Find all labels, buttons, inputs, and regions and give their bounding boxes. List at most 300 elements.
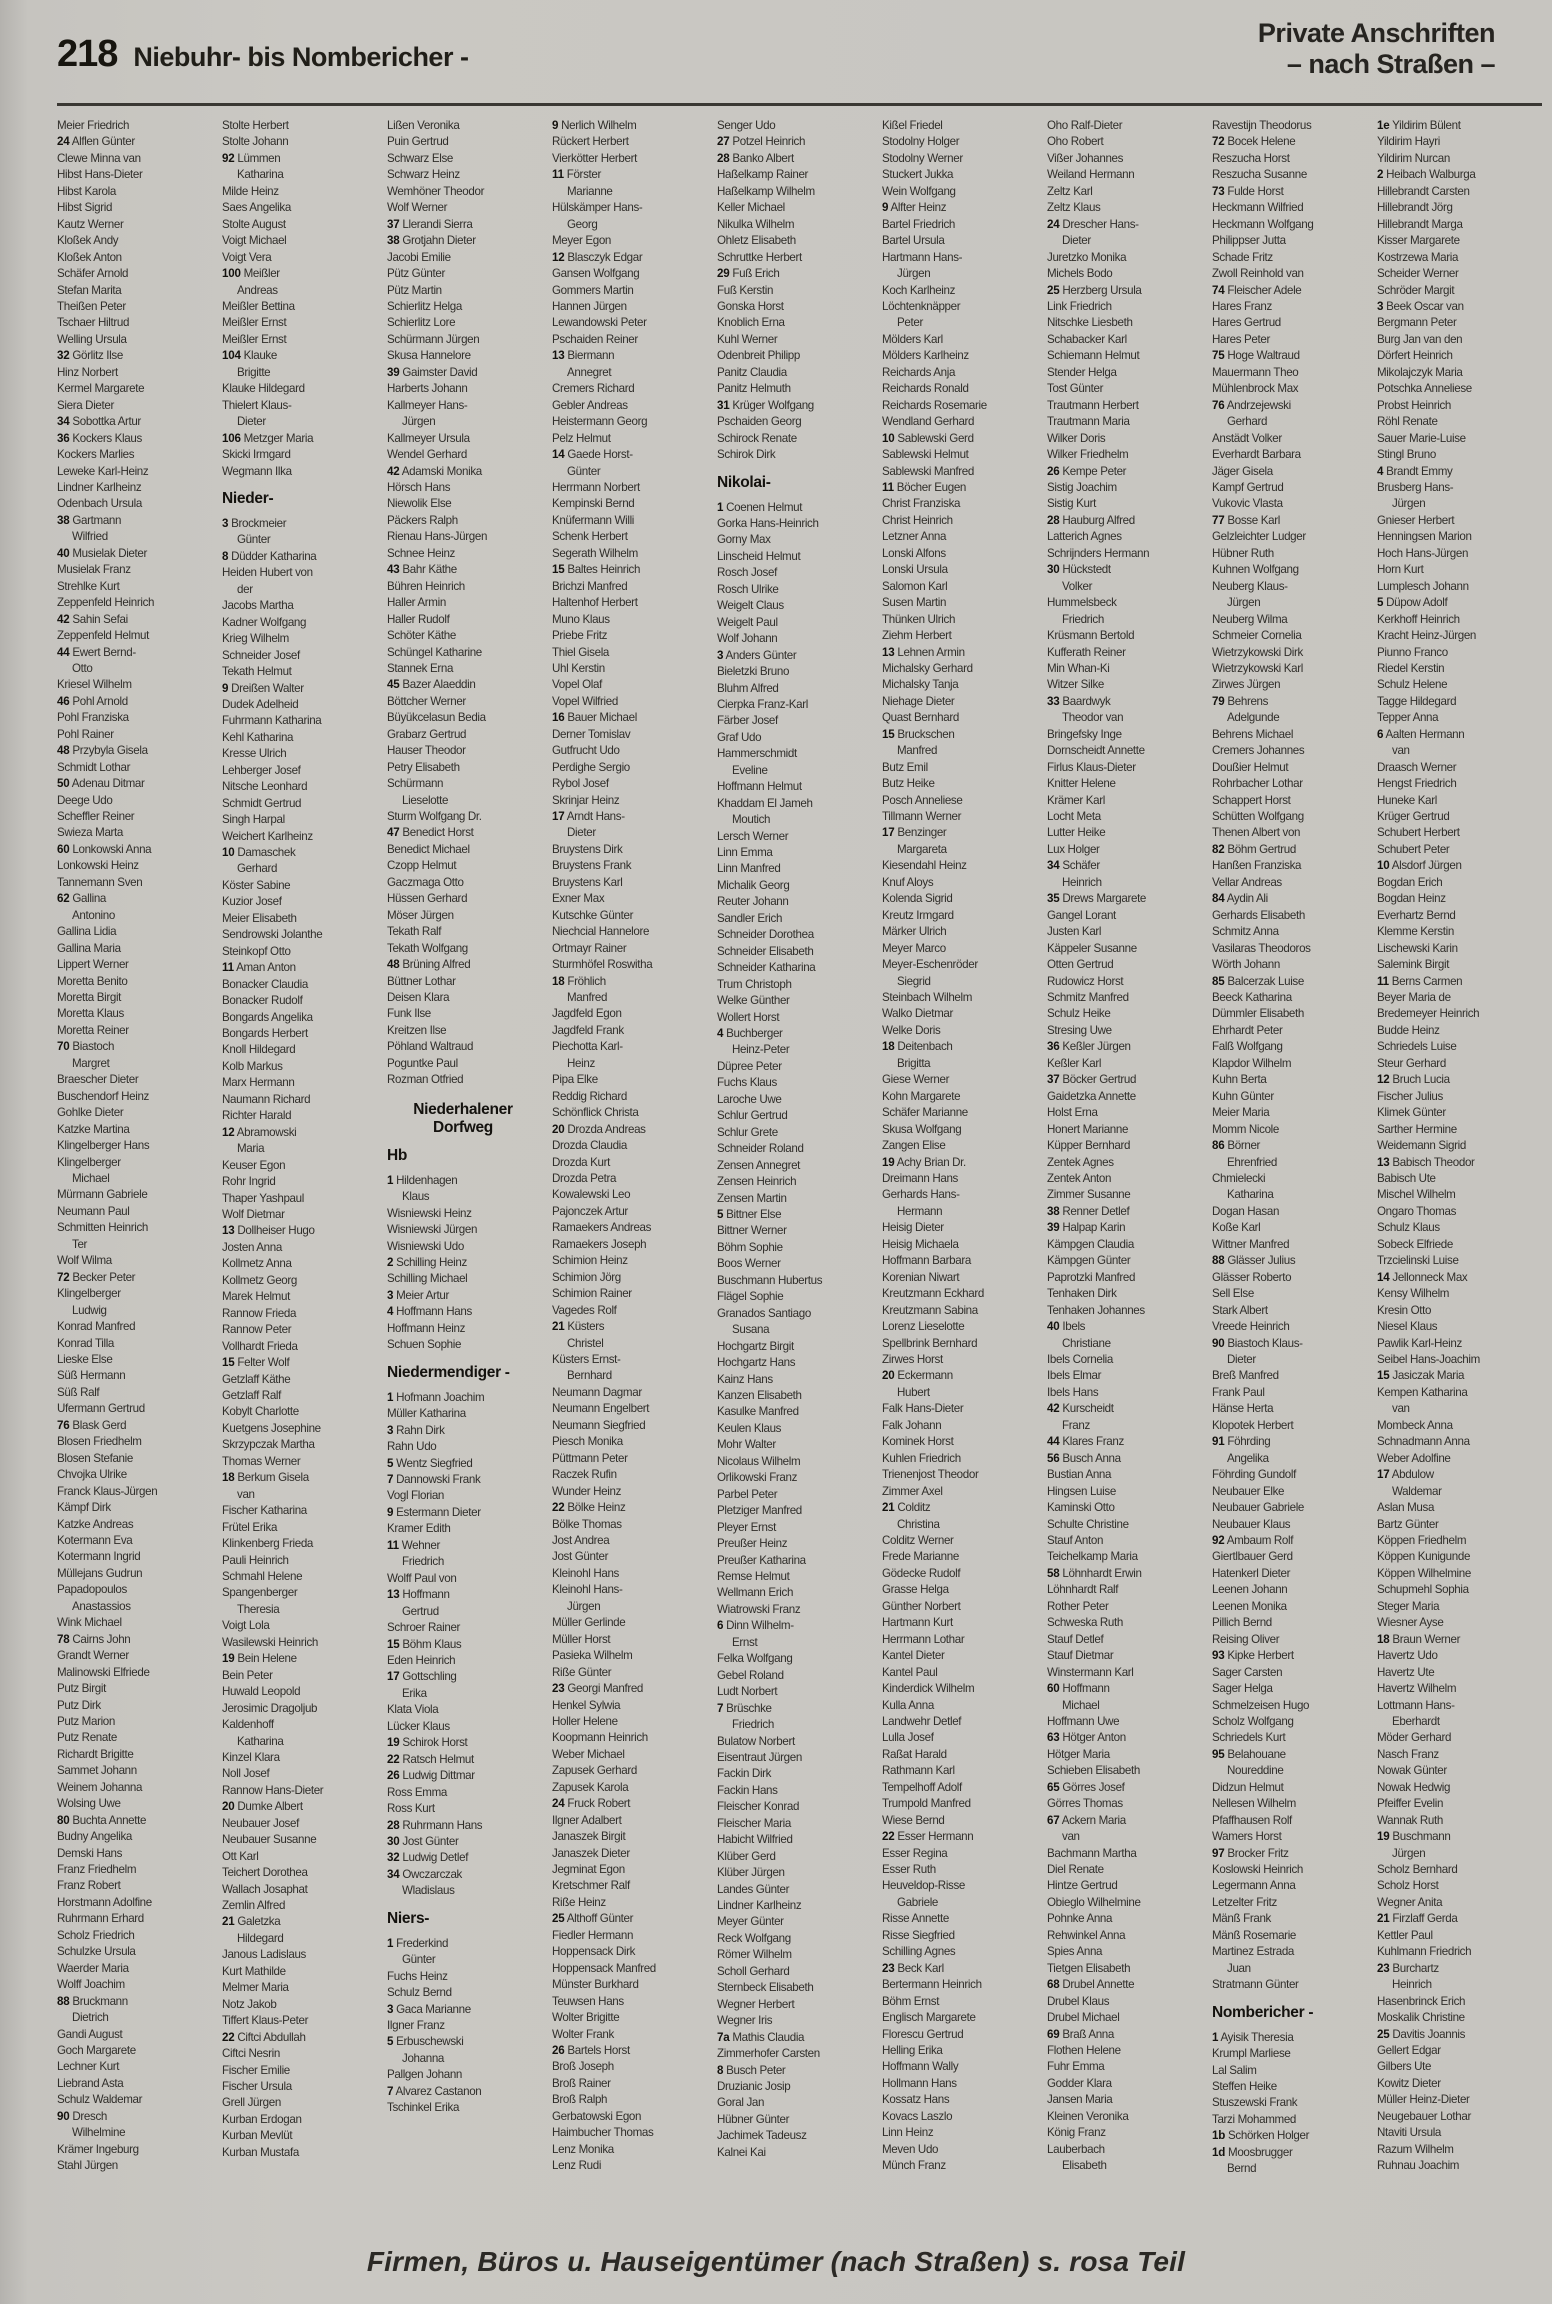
directory-entry-continuation: Gertrud — [402, 1604, 439, 1618]
directory-entry: Grasse Helga — [882, 1583, 949, 1597]
directory-entry: Frank Paul — [1212, 1385, 1265, 1399]
directory-entry-continuation: Heinz-Peter — [732, 1043, 790, 1057]
house-number: 7 — [387, 2084, 394, 2098]
directory-entry: Franz Friedhelm — [57, 1863, 137, 1877]
house-number: 72 — [1212, 135, 1225, 149]
house-number: 44 — [1047, 1435, 1060, 1449]
directory-entry: Müller Gerlinde — [552, 1616, 626, 1630]
directory-entry: Piesch Monika — [552, 1435, 623, 1449]
house-number: 17 — [882, 826, 895, 840]
directory-entry: Ibels Elmar — [1047, 1369, 1102, 1383]
directory-entry: Rother Peter — [1047, 1599, 1109, 1613]
directory-entry: Lonski Ursula — [882, 563, 948, 577]
directory-entry: Haßelkamp Wilhelm — [717, 184, 815, 198]
directory-entry-continuation: Günter — [237, 533, 271, 547]
directory-entry: Stolte Herbert — [222, 119, 289, 132]
directory-entry: 7a Mathis Claudia — [717, 2030, 805, 2044]
directory-entry: Rannow Hans-Dieter — [222, 1783, 324, 1797]
header-right — [1258, 18, 1495, 80]
directory-entry: Ongaro Thomas — [1377, 1204, 1457, 1218]
directory-entry: 4 Buchberger — [717, 1027, 783, 1041]
directory-entry: Fischer Katharina — [222, 1504, 307, 1518]
directory-entry-continuation: Katharina — [1227, 1188, 1274, 1202]
directory-entry: 5 Wentz Siegfried — [387, 1456, 473, 1470]
directory-entry: Meier Friedrich — [57, 119, 130, 132]
directory-entry: 60 Hoffmann — [1047, 1682, 1110, 1696]
house-number: 88 — [1212, 1254, 1225, 1268]
directory-entry: Wunder Heinz — [552, 1484, 622, 1498]
street-section-header: Hb — [387, 1146, 408, 1164]
directory-entry: Schnee Heinz — [387, 546, 455, 560]
directory-entry: Sammet Johann — [57, 1764, 137, 1778]
directory-entry: Fackin Hans — [717, 1783, 778, 1797]
directory-entry: Thielert Klaus- — [222, 398, 292, 412]
directory-entry: Schriedels Luise — [1377, 1040, 1457, 1054]
directory-entry: Kurban Mevlüt — [222, 2129, 293, 2143]
directory-entry: Orlikowski Franz — [717, 1471, 798, 1485]
directory-entry: Zirwes Horst — [882, 1352, 943, 1366]
directory-entry: Leweke Karl-Heinz — [57, 464, 149, 478]
directory-entry-continuation: Elisabeth — [1062, 2159, 1107, 2173]
directory-entry: 82 Böhm Gertrud — [1212, 842, 1296, 856]
house-number: 19 — [222, 1652, 235, 1666]
directory-entry: Kalnei Kai — [717, 2145, 766, 2159]
directory-entry: 78 Cairns John — [57, 1632, 131, 1646]
house-number: 33 — [1047, 694, 1060, 708]
directory-entry: 18 Berkum Gisela — [222, 1471, 309, 1485]
directory-entry: Klüber Gerd — [717, 1849, 776, 1863]
house-number: 21 — [1377, 1912, 1390, 1926]
directory-entry: Wegmann Ilka — [222, 464, 292, 478]
directory-entry: Gorny Max — [717, 533, 771, 547]
directory-entry: Lutter Heike — [1047, 826, 1106, 840]
directory-entry-continuation: Wilhelmine — [72, 2126, 126, 2140]
directory-entry: 30 Hückstedt — [1047, 563, 1111, 577]
house-number: 4 — [717, 1027, 724, 1041]
directory-entry: Lux Holger — [1047, 842, 1100, 856]
directory-entry-continuation: Günter — [567, 464, 601, 478]
house-number: 22 — [387, 1752, 400, 1766]
directory-entry-continuation: Eberhardt — [1392, 1714, 1440, 1728]
directory-entry: Löhnhardt Ralf — [1047, 1583, 1119, 1597]
house-number: 90 — [1212, 1336, 1225, 1350]
directory-entry: Kallmeyer Ursula — [387, 431, 470, 445]
directory-entry: Putz Renate — [57, 1731, 117, 1745]
directory-entry: Niesel Klaus — [1377, 1320, 1438, 1334]
directory-entry: 15 Jasiczak Maria — [1377, 1369, 1465, 1383]
directory-entry-continuation: Margareta — [897, 842, 947, 856]
directory-entry: Drozda Claudia — [552, 1139, 628, 1153]
directory-entry: Vellar Andreas — [1212, 875, 1282, 889]
directory-entry: Stuszewski Frank — [1212, 2096, 1298, 2110]
directory-entry: Clewe Minna van — [57, 151, 141, 165]
directory-entry: Link Friedrich — [1047, 299, 1112, 313]
directory-entry: Yildirim Hayri — [1377, 135, 1440, 149]
directory-entry: 17 Gottschling — [387, 1670, 457, 1684]
directory-entry: 48 Przybyla Gisela — [57, 744, 148, 758]
directory-entry: Weichert Karlheinz — [222, 829, 313, 843]
directory-entry: 39 Halpap Karin — [1047, 1221, 1126, 1235]
directory-entry: Bittner Werner — [717, 1224, 787, 1238]
directory-entry: Thomas Werner — [222, 1454, 301, 1468]
directory-entry: 23 Georgi Manfred — [552, 1682, 644, 1696]
directory-entry: Ibels Hans — [1047, 1385, 1099, 1399]
directory-entry: 29 Fuß Erich — [717, 267, 780, 281]
directory-entry: 13 Hoffmann — [387, 1588, 450, 1602]
directory-entry: Knuf Aloys — [882, 875, 934, 889]
directory-entry-continuation: Theresia — [237, 1602, 280, 1616]
directory-entry: Falk Hans-Dieter — [882, 1402, 964, 1416]
house-number: 11 — [387, 1538, 399, 1552]
directory-entry: Spangenberger — [222, 1586, 298, 1600]
directory-entry: Scholz Bernhard — [1377, 1863, 1458, 1877]
directory-entry: Tillmann Werner — [882, 810, 962, 824]
directory-entry: Kensy Wilhelm — [1377, 1287, 1450, 1301]
directory-entry: Fischer Julius — [1377, 1089, 1443, 1103]
directory-entry: Kracht Heinz-Jürgen — [1377, 629, 1477, 643]
directory-entry: Müller Horst — [552, 1632, 611, 1646]
directory-entry: Voigt Michael — [222, 234, 287, 248]
house-number: 22 — [552, 1501, 565, 1515]
house-number: 28 — [717, 151, 730, 165]
directory-entry: Scheffler Reiner — [57, 810, 135, 824]
directory-entry: Schmitten Heinrich — [57, 1221, 148, 1235]
directory-entry: Segerath Wilhelm — [552, 546, 638, 560]
directory-entry: Salomon Karl — [882, 579, 948, 593]
directory-entry-continuation: Klaus — [402, 1190, 430, 1204]
directory-entry: Tiffert Klaus-Peter — [222, 2014, 309, 2028]
directory-entry: 9 Dreißen Walter — [222, 681, 304, 695]
directory-entry: Paprotzki Manfred — [1047, 1270, 1136, 1284]
directory-entry: Singh Harpal — [222, 813, 285, 827]
directory-entry: Schlur Grete — [717, 1125, 778, 1139]
directory-entry: Mürmann Gabriele — [57, 1188, 148, 1202]
directory-entry: Zimmerhofer Carsten — [717, 2047, 820, 2061]
directory-entry: Süß Hermann — [57, 1369, 126, 1383]
directory-entry: Brichzi Manfred — [552, 579, 628, 593]
directory-entry: Wörth Johann — [1212, 958, 1280, 972]
directory-entry: Wellmann Erich — [717, 1586, 794, 1600]
directory-entry: Beyer Maria de — [1377, 991, 1451, 1005]
directory-entry: Reszucha Susanne — [1212, 168, 1307, 182]
directory-entry: Fuß Kerstin — [717, 283, 774, 297]
directory-entry: Kutschke Günter — [552, 908, 634, 922]
directory-entry: Klinkenberg Frieda — [222, 1537, 314, 1551]
house-number: 76 — [1212, 398, 1225, 412]
directory-entry: Letzelter Fritz — [1212, 1895, 1277, 1909]
directory-entry: Wilker Friedhelm — [1047, 448, 1129, 462]
directory-entry: Schürmann Jürgen — [387, 332, 480, 346]
directory-entry: Kollmetz Anna — [222, 1257, 292, 1271]
directory-entry-continuation: Maria — [237, 1142, 265, 1156]
directory-entry: Dreimann Hans — [882, 1172, 958, 1185]
house-number: 4 — [1377, 464, 1384, 478]
directory-entry: Schäfer Marianne — [882, 1106, 968, 1120]
directory-entry: Kulla Anna — [882, 1698, 934, 1712]
directory-entry: 70 Biastoch — [57, 1040, 115, 1054]
directory-entry: Küpper Bernhard — [1047, 1139, 1131, 1153]
house-number: 5 — [387, 2035, 394, 2049]
directory-entry: Lenz Rudi — [552, 2159, 602, 2173]
directory-entry: Bartel Ursula — [882, 234, 945, 248]
directory-entry-continuation: der — [237, 582, 253, 596]
directory-entry: 7 Brüschke — [717, 1701, 772, 1715]
directory-entry: Chmielecki — [1212, 1172, 1266, 1185]
directory-entry-continuation: Heinz — [567, 1056, 595, 1070]
directory-entry: Marek Helmut — [222, 1290, 290, 1304]
directory-entry: Sternbeck Elisabeth — [717, 1981, 814, 1995]
directory-entry: 1d Moosbrugger — [1212, 2145, 1293, 2159]
directory-entry: Steffen Heike — [1212, 2080, 1277, 2094]
directory-entry: Schubert Herbert — [1377, 826, 1460, 840]
directory-entry: Godder Klara — [1047, 2076, 1112, 2090]
street-section-header: Nombericher - — [1212, 2003, 1314, 2021]
directory-entry: Florescu Gertrud — [882, 2027, 964, 2041]
directory-entry: Letzner Anna — [882, 530, 947, 544]
directory-entry: 44 Ewert Bernd- — [57, 645, 136, 659]
directory-entry: Hauser Theodor — [387, 744, 466, 758]
directory-entry: Trum Christoph — [717, 977, 792, 991]
directory-entry: Müllejans Gudrun — [57, 1566, 143, 1580]
directory-entry: Kowalewski Leo — [552, 1188, 631, 1202]
directory-entry: Kreitzen Ilse — [387, 1023, 447, 1037]
page-number: 218 — [57, 33, 118, 75]
street-section-header: Nikolai- — [717, 473, 771, 491]
directory-entry: Schupmehl Sophia — [1377, 1583, 1469, 1597]
directory-entry: Vopel Wilfried — [552, 694, 618, 708]
house-number: 25 — [1377, 2027, 1390, 2041]
directory-entry: Stauf Anton — [1047, 1533, 1104, 1547]
house-number: 20 — [222, 1800, 235, 1814]
directory-entry: 17 Abdulow — [1377, 1468, 1434, 1482]
directory-entry: 28 Hauburg Alfred — [1047, 513, 1135, 527]
directory-entry: Trienenjost Theodor — [882, 1468, 979, 1482]
directory-entry: Zeppenfeld Helmut — [57, 629, 150, 643]
directory-entry: Fiedler Hermann — [552, 1928, 634, 1942]
directory-entry: Pschaiden Georg — [717, 415, 802, 429]
house-number: 25 — [552, 1912, 565, 1926]
directory-entry: Neumann Dagmar — [552, 1385, 642, 1399]
directory-entry: Behrens Michael — [1212, 727, 1294, 741]
directory-entry: 92 Ambaum Rolf — [1212, 1533, 1294, 1547]
house-number: 10 — [222, 846, 235, 860]
directory-entry: Havertz Wilhelm — [1377, 1682, 1457, 1696]
directory-entry: 14 Gaede Horst- — [552, 448, 633, 462]
directory-entry: Krüger Gertrud — [1377, 810, 1450, 824]
directory-entry: 32 Ludwig Detlef — [387, 1851, 469, 1865]
directory-entry: Böttcher Werner — [387, 694, 466, 708]
directory-entry: Schürmann — [387, 777, 444, 791]
directory-entry: Kreutz Irmgard — [882, 908, 954, 922]
directory-entry: Tekath Helmut — [222, 665, 292, 679]
directory-entry: Meyer Egon — [552, 234, 612, 248]
directory-entry: Stresing Uwe — [1047, 1023, 1112, 1037]
directory-entry: Grell Jürgen — [222, 2096, 281, 2110]
directory-entry: 1b Schörken Holger — [1212, 2129, 1310, 2143]
directory-entry: 50 Adenau Ditmar — [57, 777, 145, 791]
directory-entry: Hüssen Gerhard — [387, 892, 468, 906]
directory-entry: Wolter Frank — [552, 2027, 614, 2041]
directory-entry: Momm Nicole — [1212, 1122, 1280, 1136]
directory-entry: 84 Aydin Ali — [1212, 892, 1268, 906]
house-number: 67 — [1047, 1813, 1060, 1827]
directory-entry: Haßelkamp Rainer — [717, 168, 809, 182]
directory-entry: 48 Brüning Alfred — [387, 958, 471, 972]
directory-entry: Braescher Dieter — [57, 1073, 139, 1087]
directory-entry: Krumpl Marliese — [1212, 2047, 1291, 2061]
directory-entry: Wegner Anita — [1377, 1895, 1443, 1909]
directory-entry: Wittner Manfred — [1212, 1237, 1290, 1251]
house-number: 22 — [222, 2030, 235, 2044]
directory-entry: Henkel Sylwia — [552, 1698, 621, 1712]
directory-entry-continuation: Andreas — [237, 283, 278, 297]
house-number: 12 — [222, 1125, 235, 1139]
directory-entry: Pfeiffer Evelin — [1377, 1797, 1444, 1811]
directory-entry-continuation: Gerhard — [1227, 415, 1268, 429]
house-number: 76 — [57, 1418, 70, 1432]
directory-entry: Rahn Udo — [387, 1440, 437, 1454]
directory-entry: Derner Tomislav — [552, 727, 631, 741]
house-number: 5 — [1377, 596, 1384, 610]
directory-entry: Bühren Heinrich — [387, 579, 465, 593]
directory-entry: 21 Firzlaff Gerda — [1377, 1912, 1458, 1926]
house-number: 36 — [1047, 1040, 1060, 1054]
directory-entry: Kurban Erdogan — [222, 2112, 302, 2126]
directory-entry: Neumann Siegfried — [552, 1418, 646, 1432]
directory-entry: Oho Ralf-Dieter — [1047, 119, 1123, 132]
directory-entry: Nasch Franz — [1377, 1747, 1439, 1761]
directory-entry: 73 Fulde Horst — [1212, 184, 1284, 198]
directory-entry: Pasieka Wilhelm — [552, 1649, 633, 1663]
house-number: 1e — [1377, 119, 1390, 132]
directory-entry: Goral Jan — [717, 2096, 765, 2110]
directory-entry: Kaminski Otto — [1047, 1501, 1115, 1515]
directory-entry: Colditz Werner — [882, 1533, 954, 1547]
house-number: 15 — [387, 1637, 400, 1651]
directory-entry: Heiden Hubert von — [222, 566, 313, 580]
directory-entry: Bongards Angelika — [222, 1010, 313, 1024]
directory-entry: 44 Klares Franz — [1047, 1435, 1124, 1449]
directory-entry: Reuter Johann — [717, 895, 789, 909]
directory-entry: Kuzior Josef — [222, 895, 282, 909]
directory-entry: Wannak Ruth — [1377, 1813, 1443, 1827]
directory-entry-continuation: Manfred — [567, 991, 608, 1005]
directory-entry: Wolff Joachim — [57, 1978, 125, 1992]
directory-entry: Frütel Erika — [222, 1520, 278, 1534]
directory-entry: Tenhaken Johannes — [1047, 1303, 1145, 1317]
directory-entry: Lonski Alfons — [882, 546, 946, 560]
directory-entry: Päckers Ralph — [387, 513, 458, 527]
directory-entry: Locht Meta — [1047, 810, 1101, 824]
directory-entry: Teichelkamp Maria — [1047, 1550, 1138, 1564]
directory-entry: Wemhöner Theodor — [387, 184, 485, 198]
house-number: 92 — [222, 151, 235, 165]
directory-entry: Lumplesch Johann — [1377, 579, 1469, 593]
directory-entry: 28 Banko Albert — [717, 151, 794, 165]
directory-entry: Moretta Reiner — [57, 1023, 129, 1037]
directory-entry: Broß Rainer — [552, 2076, 611, 2090]
house-number: 23 — [882, 1961, 895, 1975]
directory-entry: Wink Michael — [57, 1616, 122, 1630]
directory-entry: Hares Gertrud — [1212, 316, 1281, 330]
directory-entry: Kollmetz Georg — [222, 1273, 297, 1287]
directory-entry: Budde Heinz — [1377, 1023, 1440, 1037]
directory-entry-continuation: Jürgen — [567, 1599, 601, 1613]
directory-entry: Ludt Norbert — [717, 1685, 778, 1699]
house-number: 36 — [57, 431, 70, 445]
directory-entry: Kuhnen Wolfgang — [1212, 563, 1299, 577]
directory-entry: 79 Behrens — [1212, 694, 1269, 708]
directory-entry: 34 Sobottka Artur — [57, 415, 141, 429]
directory-entry: 65 Görres Josef — [1047, 1780, 1125, 1794]
directory-entry: Stodolny Werner — [882, 151, 963, 165]
house-number: 13 — [882, 645, 895, 659]
directory-entry: Esser Ruth — [882, 1863, 936, 1877]
directory-entry: Michalik Georg — [717, 878, 790, 892]
directory-entry: 12 Blasczyk Edgar — [552, 250, 643, 264]
house-number: 56 — [1047, 1451, 1060, 1465]
directory-entry: Kolenda Sigrid — [882, 892, 953, 906]
directory-entry: 23 Burchartz — [1377, 1961, 1439, 1975]
directory-entry: 2 Schilling Heinz — [387, 1256, 467, 1269]
directory-entry: Linscheid Helmut — [717, 549, 801, 563]
directory-entry: Fischer Ursula — [222, 2080, 292, 2094]
directory-entry: Giertlbauer Gerd — [1212, 1550, 1293, 1564]
directory-entry: Lersch Werner — [717, 829, 789, 843]
house-number: 21 — [882, 1501, 895, 1515]
directory-entry: Münch Franz — [882, 2159, 946, 2173]
directory-entry: Schmitz Anna — [1212, 925, 1279, 939]
house-number: 62 — [57, 892, 70, 906]
directory-entry: Krieg Wilhelm — [222, 632, 289, 646]
directory-entry: Kuhlen Friedrich — [882, 1451, 961, 1465]
directory-entry: Wolf Johann — [717, 632, 778, 646]
directory-entry: Schröder Margit — [1377, 283, 1455, 297]
directory-entry: Bruystens Karl — [552, 875, 623, 889]
directory-entry: Knitter Helene — [1047, 777, 1116, 791]
directory-entry: Susen Martin — [882, 596, 947, 610]
directory-entry: 42 Kurscheidt — [1047, 1402, 1114, 1416]
directory-entry: 15 Böhm Klaus — [387, 1637, 462, 1651]
directory-entry: Kämpf Dirk — [57, 1501, 111, 1515]
directory-entry: Scholz Friedrich — [57, 1928, 135, 1942]
directory-entry: Meven Udo — [882, 2142, 939, 2156]
header-right-line2: – nach Straßen – — [1286, 49, 1495, 79]
house-number: 13 — [387, 1588, 400, 1602]
directory-entry: 40 Ibels — [1047, 1320, 1086, 1334]
house-number: 40 — [57, 546, 70, 560]
directory-entry: Katzke Martina — [57, 1122, 130, 1136]
directory-entry: Stauf Dietmar — [1047, 1649, 1114, 1663]
house-number: 3 — [387, 1288, 394, 1302]
directory-entry: Holler Helene — [552, 1714, 618, 1728]
directory-entry: 69 Braß Anna — [1047, 2027, 1115, 2041]
directory-entry: 34 Schäfer — [1047, 859, 1100, 873]
directory-entry: Bredemeyer Heinrich — [1377, 1007, 1480, 1021]
directory-entry: Wolf Werner — [387, 201, 448, 215]
directory-entry: Brusberg Hans- — [1377, 480, 1454, 494]
directory-entry: 90 Biastoch Klaus- — [1212, 1336, 1303, 1350]
directory-entry: Razum Wilhelm — [1377, 2142, 1454, 2156]
directory-entry-continuation: Siegrid — [897, 974, 931, 988]
directory-entry: Goch Margarete — [57, 2044, 136, 2058]
directory-entry: 90 Dresch — [57, 2109, 107, 2123]
directory-entry: Kuhn Berta — [1212, 1073, 1267, 1087]
directory-entry: Lonkowski Heinz — [57, 859, 139, 873]
directory-entry: Trautmann Maria — [1047, 415, 1130, 429]
directory-entry: Kolb Markus — [222, 1059, 283, 1073]
directory-entry: Schimion Heinz — [552, 1254, 628, 1268]
